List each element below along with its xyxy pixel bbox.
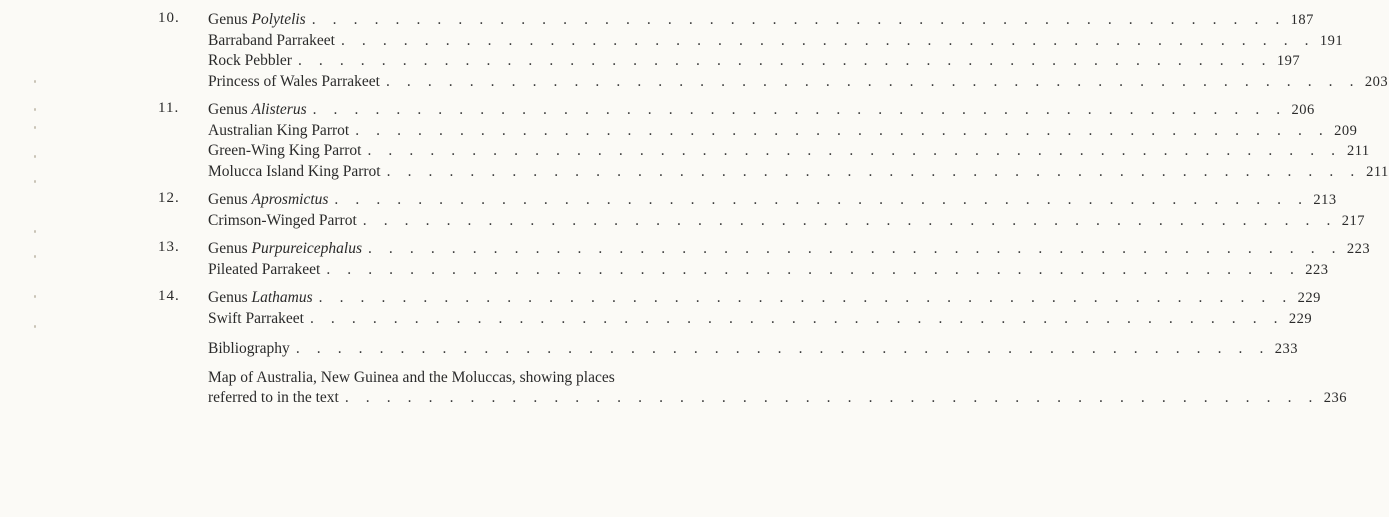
toc-section bbox=[158, 100, 1389, 182]
toc-entry bbox=[208, 31, 1344, 52]
dot-leader: . . . . . . . . . . . . . . . . . . . . . . . . . . . . . . . . . . . . . . . . . . . . . . . bbox=[334, 191, 1309, 208]
page-number: 229 bbox=[1288, 310, 1313, 327]
toc-entry bbox=[208, 51, 1301, 72]
toc-entry bbox=[208, 72, 1389, 93]
section-number: 12. bbox=[158, 190, 180, 206]
entry-title: Barraband Parrakeet bbox=[208, 31, 335, 49]
entry-title: Swift Parrakeet bbox=[208, 309, 304, 327]
speck bbox=[34, 108, 36, 111]
dot-leader: . . . . . . . . . . . . . . . . . . . . . . . . . . . . . . . . . . . . . . . . . . . . . . . bbox=[309, 309, 1285, 327]
toc-entry bbox=[208, 309, 1313, 330]
entry-title: Princess of Wales Parrakeet bbox=[208, 72, 380, 90]
page-number: 223 bbox=[1346, 241, 1371, 257]
page-number: 206 bbox=[1291, 102, 1315, 118]
speck bbox=[34, 126, 36, 129]
speck bbox=[34, 295, 36, 298]
toc-section bbox=[158, 10, 1389, 92]
dot-leader: . . . . . . . . . . . . . . . . . . . . . . . . . . . . . . . . . . . . . . . . . . . . . . . bbox=[312, 101, 1287, 118]
toc-entry bbox=[208, 288, 1321, 309]
speck bbox=[34, 255, 36, 258]
toc-entry bbox=[208, 211, 1365, 232]
toc-entry bbox=[208, 100, 1315, 121]
toc-section bbox=[158, 239, 1371, 280]
dot-leader: . . . . . . . . . . . . . . . . . . . . . . . . . . . . . . . . . . . . . . . . . . . . . . . bbox=[355, 121, 1330, 139]
page-number: 223 bbox=[1305, 261, 1329, 278]
page-number: 187 bbox=[1290, 12, 1314, 28]
entry-title: Genus Aprosmictus bbox=[208, 191, 329, 208]
toc-entry bbox=[208, 239, 1371, 260]
entry-title: Genus Purpureicephalus bbox=[208, 240, 362, 257]
page-number: 197 bbox=[1276, 53, 1301, 69]
speck bbox=[34, 80, 36, 83]
section-number: 10. bbox=[158, 10, 180, 26]
dot-leader: . . . . . . . . . . . . . . . . . . . . . . . . . . . . . . . . . . . . . . . . . . . . . . . bbox=[318, 289, 1293, 306]
section-number: 13. bbox=[158, 239, 180, 255]
dot-leader: . . . . . . . . . . . . . . . . . . . . . . . . . . . . . . . . . . . . . . . . . . . . . . . bbox=[297, 52, 1273, 69]
dot-leader: . . . . . . . . . . . . . . . . . . . . . . . . . . . . . . . . . . . . . . . . . . . . . . . bbox=[362, 211, 1337, 229]
entry-title: Molucca Island King Parrot bbox=[208, 162, 381, 180]
dot-leader: . . . . . . . . . . . . . . . . . . . . . . . . . . . . . . . . . . . . . . . . . . . . . . . bbox=[295, 340, 1270, 357]
entry-title: Genus Alisterus bbox=[208, 101, 307, 118]
speck bbox=[34, 180, 36, 183]
dot-leader: . . . . . . . . . . . . . . . . . . . . . . . . . . . . . . . . . . . . . . . . . . . . . . . bbox=[367, 142, 1342, 159]
toc-section bbox=[158, 288, 1321, 329]
dot-leader: . . . . . . . . . . . . . . . . . . . . . . . . . . . . . . . . . . . . . . . . . . . . . . . bbox=[311, 11, 1286, 28]
toc-entry bbox=[208, 260, 1329, 281]
table-of-contents bbox=[158, 10, 1389, 409]
entry-title: Pileated Parrakeet bbox=[208, 260, 321, 278]
dot-leader: . . . . . . . . . . . . . . . . . . . . . . . . . . . . . . . . . . . . . . . . . . . . . . . bbox=[340, 31, 1316, 49]
toc-section bbox=[158, 190, 1365, 231]
map-entry-line1: Map of Australia, New Guinea and the Moluccas, showing places bbox=[208, 368, 615, 386]
dot-leader: . . . . . . . . . . . . . . . . . . . . . . . . . . . . . . . . . . . . . . . . . . . . . . . bbox=[326, 260, 1301, 278]
speck bbox=[34, 325, 36, 328]
entry-title: Australian King Parrot bbox=[208, 121, 350, 139]
page-number: 211 bbox=[1346, 143, 1370, 159]
dot-leader: . . . . . . . . . . . . . . . . . . . . . . . . . . . . . . . . . . . . . . . . . . . . . . . bbox=[386, 162, 1361, 180]
entry-title: Green-Wing King Parrot bbox=[208, 142, 362, 159]
page-number: 213 bbox=[1313, 192, 1337, 208]
speck bbox=[34, 230, 36, 233]
toc-entry bbox=[208, 141, 1370, 162]
page-number: 209 bbox=[1334, 122, 1358, 139]
entry-title: Rock Pebbler bbox=[208, 52, 292, 69]
entry-title: Crimson-Winged Parrot bbox=[208, 211, 357, 229]
page-number: 191 bbox=[1319, 32, 1344, 49]
entry-title: Genus Polytelis bbox=[208, 11, 306, 28]
page-number: 236 bbox=[1323, 390, 1348, 406]
page-number: 203 bbox=[1364, 73, 1389, 90]
page-number: 211 bbox=[1366, 163, 1389, 180]
toc-entry bbox=[208, 190, 1337, 211]
dot-leader: . . . . . . . . . . . . . . . . . . . . . . . . . . . . . . . . . . . . . . . . . . . . . . . bbox=[344, 389, 1320, 406]
entry-title: Genus Lathamus bbox=[208, 289, 313, 306]
toc-entry-map bbox=[208, 388, 1348, 409]
dot-leader: . . . . . . . . . . . . . . . . . . . . . . . . . . . . . . . . . . . . . . . . . . . . . . . bbox=[385, 72, 1361, 90]
page-number: 217 bbox=[1341, 212, 1365, 229]
page-number: 229 bbox=[1297, 290, 1321, 306]
page-edge-specks bbox=[34, 80, 38, 340]
entry-title: referred to in the text bbox=[208, 389, 339, 406]
page-number: 233 bbox=[1274, 341, 1298, 357]
section-number: 11. bbox=[158, 100, 180, 116]
toc-entry-bibliography bbox=[208, 339, 1298, 360]
entry-title: Bibliography bbox=[208, 340, 290, 357]
dot-leader: . . . . . . . . . . . . . . . . . . . . . . . . . . . . . . . . . . . . . . . . . . . . . . . bbox=[367, 240, 1343, 257]
section-number: 14. bbox=[158, 288, 180, 304]
toc-entry bbox=[208, 162, 1389, 183]
toc-entry bbox=[208, 121, 1358, 142]
speck bbox=[34, 155, 36, 158]
toc-entry bbox=[208, 10, 1314, 31]
